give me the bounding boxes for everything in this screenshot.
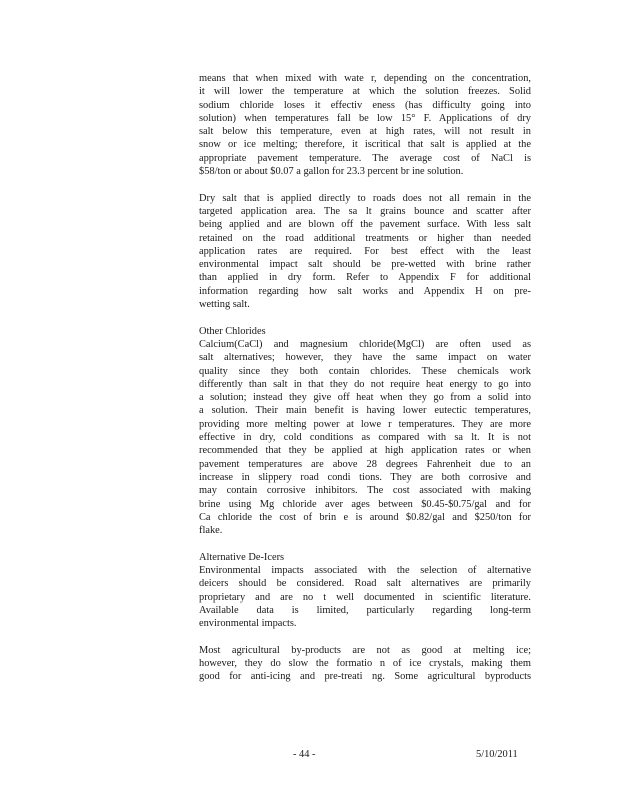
- text-line: Other Chlorides: [199, 325, 266, 337]
- text-line: a solution. Their main benefit is having lower eutectic temperatures,: [199, 405, 531, 417]
- text-line: sodium chloride loses it effectiv eness (has difficulty going into: [199, 99, 531, 111]
- text-line: than applied in dry form. Refer to Appendix F for additional: [199, 272, 531, 284]
- text-line: quality since they both contain chlorides. These chemicals work: [199, 365, 531, 377]
- text-line: retained on the road additional treatments or higher than needed: [199, 232, 531, 244]
- page-number: - 44 -: [293, 749, 316, 760]
- body-text: [199, 72, 531, 697]
- paragraph: [199, 551, 531, 631]
- text-line: pavement temperatures are above 28 degrees Fahrenheit due to an: [199, 458, 531, 470]
- text-line: environmental impact salt should be pre-wetted with brine rather: [199, 259, 531, 271]
- text-line: a solution; instead they give off heat when they go from a solid into: [199, 392, 531, 404]
- text-line: good for anti-icing and pre-treati ng. Some agricultural byproducts: [199, 671, 531, 683]
- text-line: Available data is limited, particularly regarding long-term: [199, 604, 531, 616]
- text-line: Ca chloride the cost of brin e is around $0.82/gal and $250/ton for: [199, 511, 531, 523]
- text-line: wetting salt.: [199, 299, 250, 311]
- paragraph: [199, 325, 531, 538]
- text-line: Alternative De-Icers: [199, 551, 285, 563]
- text-line: increase in slippery road condi tions. They are both corrosive and: [199, 471, 531, 483]
- text-line: snow or ice melting; therefore, it iscritical that salt is applied at the: [199, 139, 531, 151]
- text-line: recommended that they be applied at high application rates or when: [199, 445, 531, 457]
- text-line: differently than salt in that they do not require heat energy to go into: [199, 378, 531, 390]
- footer-date: 5/10/2011: [476, 749, 518, 760]
- text-line: it will lower the temperature at which the solution freezes. Solid: [199, 86, 531, 98]
- paragraph: [199, 192, 531, 312]
- text-line: may contain corrosive inhibitors. The cost associated with making: [199, 485, 531, 497]
- text-line: proprietary and are no t well documented in scientific literature.: [199, 591, 531, 603]
- text-line: salt alternatives; however, they have the same impact on water: [199, 352, 531, 364]
- text-line: solution) when temperatures fall be low 15° F. Applications of dry: [199, 112, 531, 124]
- paragraph: [199, 72, 531, 178]
- text-line: Most agricultural by-products are not as good at melting ice;: [199, 644, 531, 656]
- text-line: deicers should be considered. Road salt alternatives are primarily: [199, 578, 531, 590]
- text-line: effective in dry, cold conditions as compared with sa lt. It is not: [199, 432, 531, 444]
- paragraph: [199, 644, 531, 684]
- text-line: appropriate pavement temperature. The average cost of NaCl is: [199, 152, 531, 164]
- text-line: Calcium(CaCl) and magnesium chloride(MgCl) are often used as: [199, 338, 531, 350]
- text-line: however, they do slow the formatio n of ice crystals, making them: [199, 658, 531, 670]
- text-line: being applied and are blown off the pavement surface. With less salt: [199, 219, 531, 231]
- text-line: providing more melting power at lowe r temperatures. They are more: [199, 418, 531, 430]
- text-line: $58/ton or about $0.07 a gallon for 23.3 percent br ine solution.: [199, 166, 464, 178]
- text-line: environmental impacts.: [199, 618, 297, 630]
- text-line: Dry salt that is applied directly to roads does not all remain in the: [199, 192, 531, 204]
- text-line: salt below this temperature, even at high rates, will not result in: [199, 126, 531, 138]
- text-line: brine using Mg chloride aver ages between $0.45-$0.75/gal and for: [199, 498, 531, 510]
- text-line: Environmental impacts associated with the selection of alternative: [199, 564, 531, 576]
- text-line: targeted application area. The sa lt grains bounce and scatter after: [199, 205, 531, 217]
- text-line: application rates are required. For best effect with the least: [199, 245, 531, 257]
- text-line: information regarding how salt works and Appendix H on pre-: [199, 285, 531, 297]
- text-line: means that when mixed with wate r, depending on the concentration,: [199, 73, 531, 84]
- text-line: flake.: [199, 525, 223, 537]
